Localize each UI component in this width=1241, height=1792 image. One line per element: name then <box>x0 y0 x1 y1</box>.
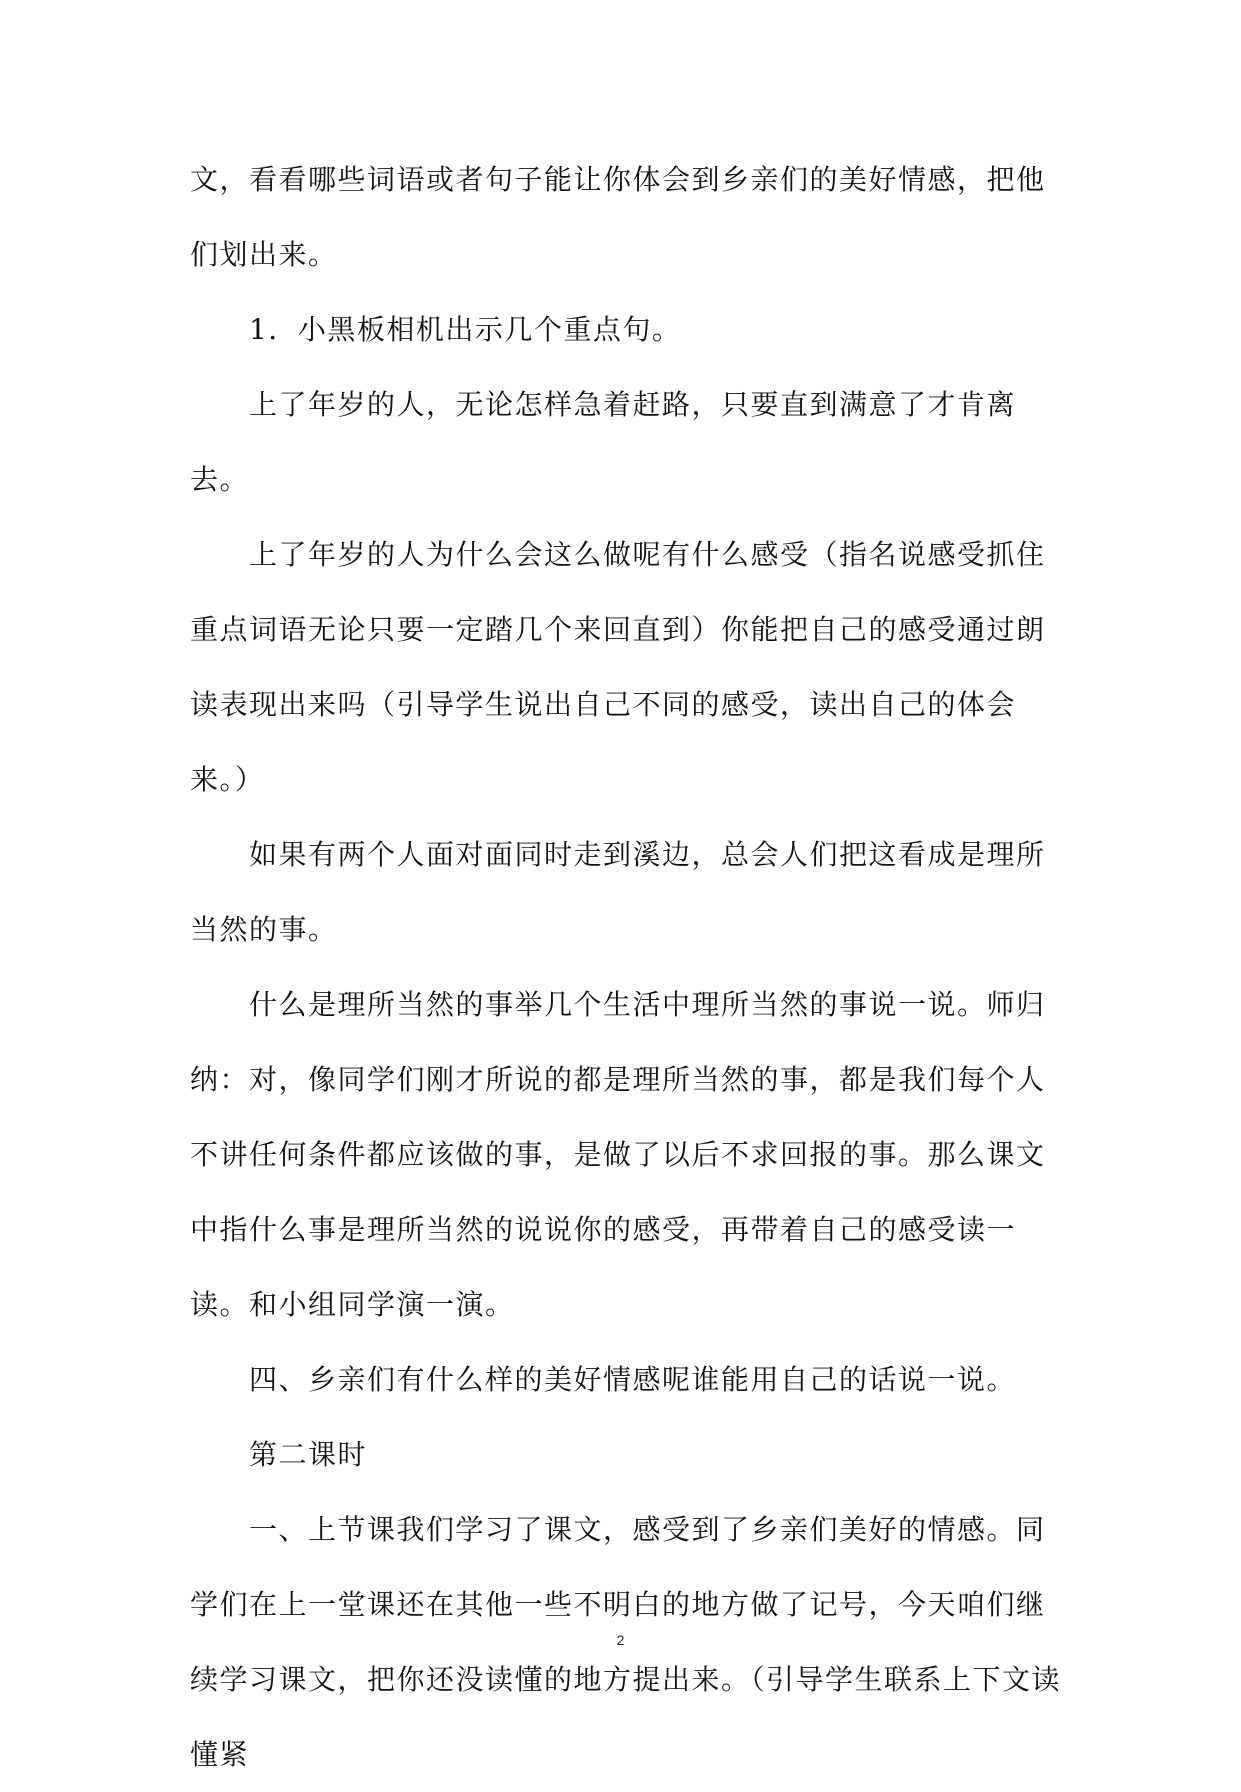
paragraph-5: 如果有两个人面对面同时走到溪边，总会人们把这看成是理所当然的事。 <box>190 838 1046 946</box>
paragraph-7: 四、乡亲们有什么样的美好情感呢谁能用自己的话说一说。 <box>249 1363 1017 1396</box>
paragraph-6: 什么是理所当然的事举几个生活中理所当然的事说一说。师归纳：对，像同学们刚才所说的都是理所当然的事，都是我们每个人不讲任何条件都应该做的事，是做了以后不求回报的事。那么课文中指什么事是理所当然的说说你的感受，再带着自己的感受读一读。和小组同学演一演。 <box>190 988 1046 1321</box>
paragraph-1: 文，看看哪些词语或者句子能让你体会到乡亲们的美好情感，把他们划出来。 <box>190 163 1046 271</box>
page-number: 2 <box>616 1632 625 1648</box>
paragraph-2: 1．小黑板相机出示几个重点句。 <box>249 313 682 346</box>
paragraph-4: 上了年岁的人为什么会这么做呢有什么感受（指名说感受抓住重点词语无论只要一定踏几个来回直到）你能把自己的感受通过朗读表现出来吗（引导学生说出自己不同的感受，读出自己的体会来。） <box>190 538 1046 796</box>
paragraph-3: 上了年岁的人，无论怎样急着赶路，只要直到满意了才肯离去。 <box>190 388 1017 496</box>
section-heading: 第二课时 <box>249 1438 368 1471</box>
document-body <box>190 142 1070 1792</box>
paragraph-8: 一、上节课我们学习了课文，感受到了乡亲们美好的情感。同学们在上一堂课还在其他一些不明白的地方做了记号，今天咱们继续学习课文，把你还没读懂的地方提出来。（引导学生联系上下文读懂紧 <box>190 1513 1062 1771</box>
